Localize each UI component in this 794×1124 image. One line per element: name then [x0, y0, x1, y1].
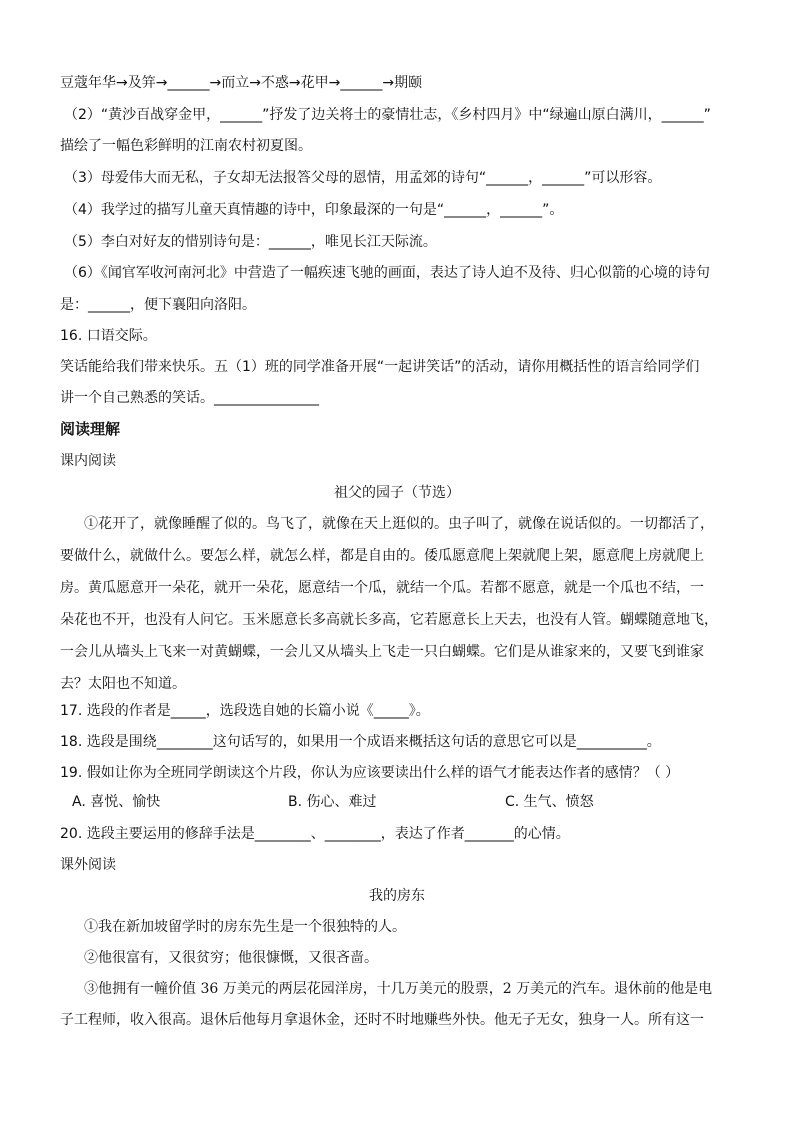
passage1-line: ①花开了，就像睡醒了似的。鸟飞了，就像在天上逛似的。虫子叫了，就像在说话似的。一切都活了， [84, 516, 714, 532]
question-19: 19. 假如让你为全班同学朗读这个片段，你认为应该要读出什么样的语气才能表达作者的感情？（ ） [60, 765, 680, 781]
passage1-line: 要做什么，就做什么。要怎么样，就怎么样，都是自由的。倭瓜愿意爬上架就爬上架，愿意爬上房就爬上 [60, 548, 704, 564]
question-16-line2: 讲一个自己熟悉的笑话。_______________ [60, 390, 319, 406]
passage2-line: 子工程师，收入很高。退休后他每月拿退休金，还时不时地赚些外快。他无子无女，独身一人。所有这一 [60, 1012, 704, 1028]
passage1-line: 朵花也不开，也没有人问它。玉米愿意长多高就长多高，它若愿意长上天去，也没有人管。蝴蝶随意地飞， [60, 612, 718, 628]
passage2-line: ③他拥有一幢价值 36 万美元的两层花园洋房，十几万美元的股票，2 万美元的汽车。退休前的他是电 [84, 981, 713, 997]
option-a[interactable]: A. 喜悦、愉快 [72, 794, 161, 810]
question-15-2-line1: （2）“黄沙百战穿金甲，______”抒发了边关将士的豪情壮志，《乡村四月》中“绿遍山原白满川，______” [64, 107, 711, 123]
option-b[interactable]: B. 伤心、难过 [288, 794, 377, 810]
option-c[interactable]: C. 生气、愤怒 [505, 794, 594, 810]
reading-section-heading: 阅读理解 [60, 420, 121, 438]
question-15-3: （3）母爱伟大而无私，子女却无法报答父母的恩情，用孟郊的诗句“______，______”可以形容。 [64, 170, 662, 186]
question-16-line1: 笑话能给我们带来快乐。五（1）班的同学准备开展“一起讲笑话”的活动，请你用概括性的语言给同学们 [60, 359, 700, 375]
passage1-title: 祖父的园子（节选） [334, 485, 460, 501]
in-class-reading-label: 课内阅读 [60, 453, 116, 469]
question-15-6-line1: （6）《闻官军收河南河北》中营造了一幅疾速飞驰的画面，表达了诗人迫不及待、归心似箭的心境的诗句 [64, 265, 710, 281]
question-15-6-line2: 是：______，便下襄阳向洛阳。 [60, 297, 256, 313]
passage2-line: ①我在新加坡留学时的房东先生是一个很独特的人。 [84, 919, 406, 935]
question-20: 20. 选段主要运用的修辞手法是________、________，表达了作者_______的心情。 [60, 826, 570, 842]
question-15-2-line2: 描绘了一幅色彩鲜明的江南农村初夏图。 [60, 138, 312, 154]
passage2-title: 我的房东 [369, 888, 425, 904]
question-17: 17. 选段的作者是_____，选段选自她的长篇小说《_____》。 [60, 703, 430, 719]
question-15-4: （4）我学过的描写儿童天真情趣的诗中，印象最深的一句是“______，______”。 [64, 202, 564, 218]
question-16-title: 16. 口语交际。 [60, 328, 157, 344]
out-of-class-reading-label: 课外阅读 [60, 857, 116, 873]
passage1-line: 去？太阳也不知道。 [60, 676, 186, 692]
passage1-line: 一会儿从墙头上飞来一对黄蝴蝶，一会儿又从墙头上飞走一只白蝴蝶。它们是从谁家来的，又要飞到谁家 [60, 644, 704, 660]
ages-sequence-line: 豆蔻年华→及笄→______→而立→不惑→花甲→______→期颐 [60, 75, 423, 91]
question-15-5: （5）李白对好友的惜别诗句是：______，唯见长江天际流。 [64, 234, 437, 250]
passage2-line: ②他很富有，又很贫穷；他很慷慨，又很吝啬。 [84, 950, 378, 966]
question-18: 18. 选段是围绕________这句话写的，如果用一个成语来概括这句话的意思它可以是__________。 [60, 734, 661, 750]
passage1-line: 房。黄瓜愿意开一朵花，就开一朵花，愿意结一个瓜，就结一个瓜。若都不愿意，就是一个瓜也不结，一 [60, 580, 704, 596]
